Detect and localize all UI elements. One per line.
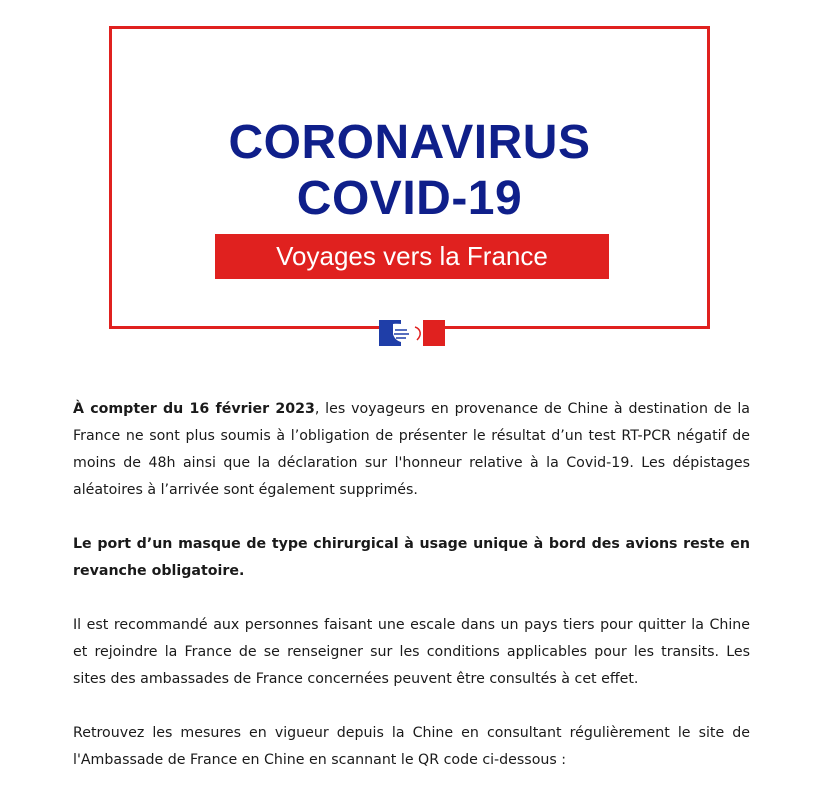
paragraph-date [73,396,750,504]
banner-title-line1: CORONAVIRUS [228,116,591,169]
banner-title-line2: COVID-19 [296,172,523,225]
banner-title [112,115,707,227]
paragraph-transit: Il est recommandé aux personnes faisant une escale dans un pays tiers pour quitter la Chine et rejoindre la France de se renseigner sur les conditions applicables pour les transits. Les sites des ambassades de France concernées peuvent être consultés à cet effet. [73,617,750,687]
article-content [73,396,750,801]
paragraph-mask: Le port d’un masque de type chirurgical à usage unique à bord des avions reste en revanche obligatoire. [73,536,750,579]
date-highlight: À compter du 16 février 2023 [73,401,315,417]
paragraph-date-text: , les voyageurs en provenance de Chine à destination de la France ne sont plus soumis à l’obligation de présenter le résultat d’un test RT-PCR négatif de moins de 48h ainsi que la déclaration sur l'honneur relative à la Covid-19. Les dépistages aléatoires à l’arrivée sont également supprimés. [73,401,750,498]
covid-banner [109,26,710,329]
banner-subtitle: Voyages vers la France [215,234,609,279]
paragraph-qr: Retrouvez les mesures en vigueur depuis la Chine en consultant régulièrement le site de l'Ambassade de France en Chine en scannant le QR code ci-dessous : [73,725,750,768]
marianne-logo-icon [379,320,445,346]
